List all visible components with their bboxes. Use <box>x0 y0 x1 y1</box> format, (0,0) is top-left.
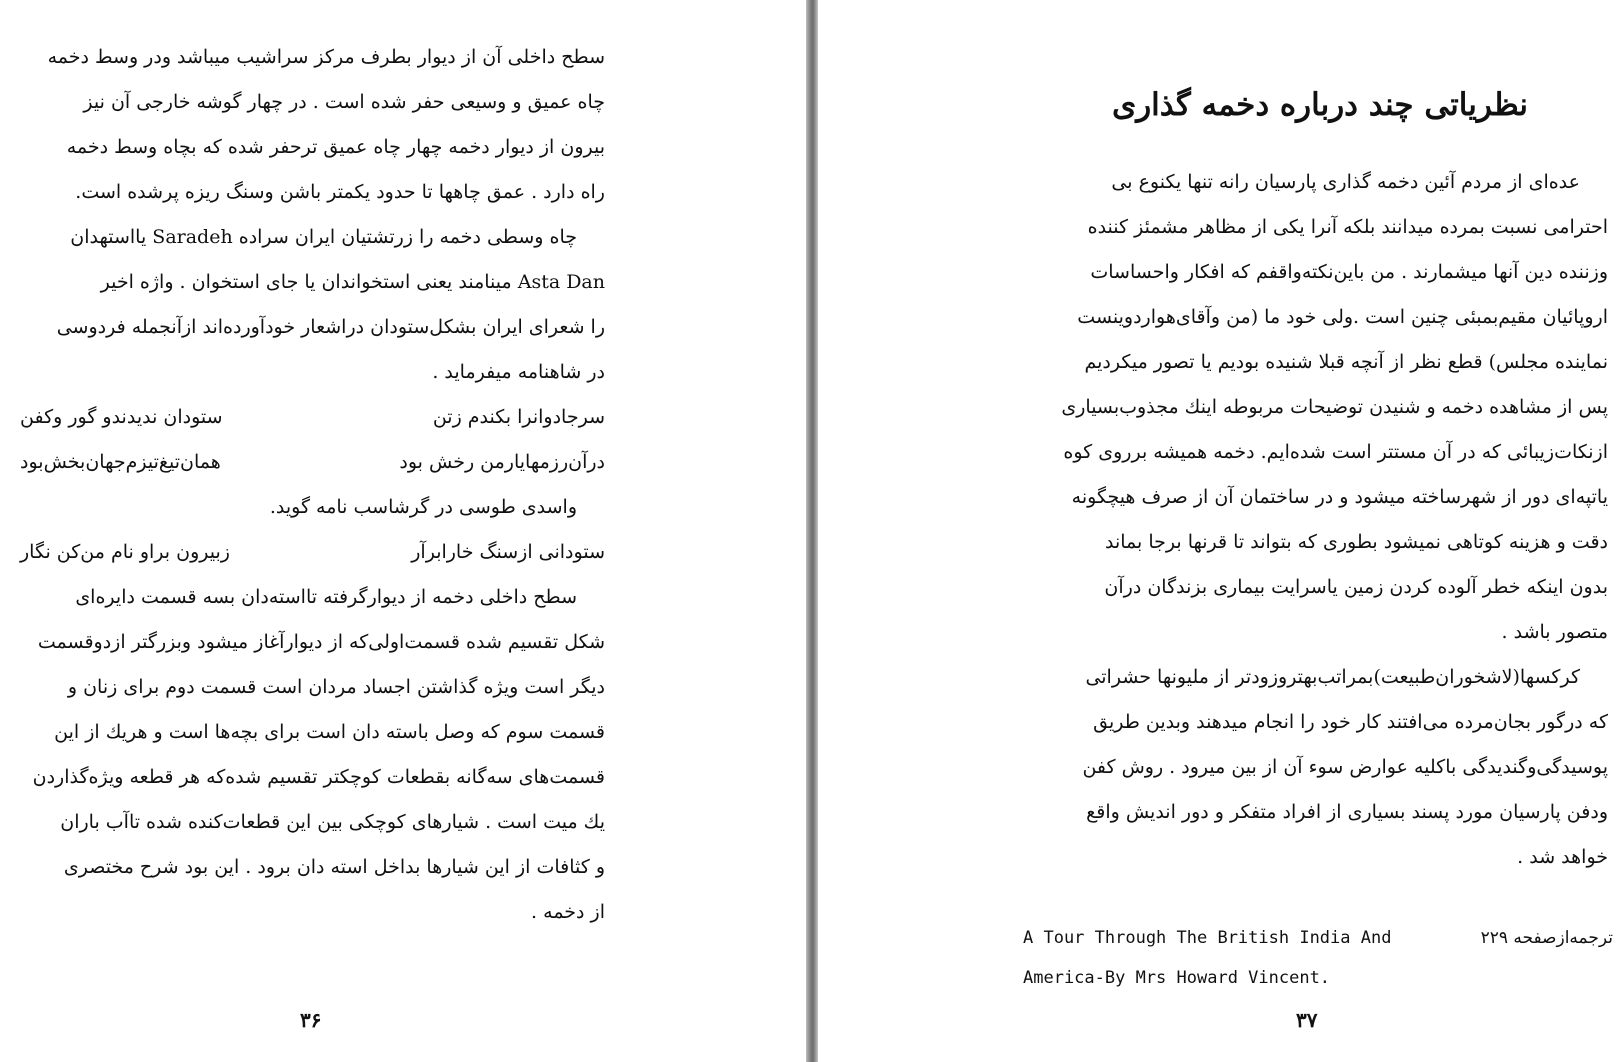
verse-hemistich-right: سرجادوانرا بکندم زتن <box>432 406 605 428</box>
text-line: که درگور بجان‌مرده می‌افتند کار خود را انجام میدهند وبدین طریق <box>1093 711 1608 733</box>
verse-hemistich-left: همان‌تیغ‌تیزم‌جهان‌بخش‌بود <box>20 451 221 473</box>
verse-hemistich-right: ستودانی ازسنگ خارابرآر <box>411 541 605 563</box>
text-line: و کثافات از این شیارها بداخل استه دان برود . این بود شرح مختصری <box>63 856 605 878</box>
verse-hemistich-left: زبیرون براو نام من‌کن نگار <box>20 541 230 563</box>
book-gutter <box>806 0 818 1062</box>
text-line: در شاهنامه میفرماید . <box>432 361 605 383</box>
text-line: شکل تقسیم شده قسمت‌اولی‌که از دیوارآغاز میشود وبزرگتر ازدوقسمت <box>37 631 605 653</box>
text-line: نماینده مجلس) قطع نظر از آنچه قبلا شنیده بودیم یا تصور میکردیم <box>1084 351 1608 373</box>
text-line: احترامی نسبت بمرده میدانند بلکه آنرا یکی از مظاهر مشمئز کننده <box>1087 216 1608 238</box>
text-line: را شعرای ایران بشکل‌ستودان دراشعار خودآورده‌اند ازآنجمله فردوسی <box>56 316 605 338</box>
poem-verse <box>20 395 605 440</box>
citation-english-author: America-By Mrs Howard Vincent. <box>1023 968 1331 988</box>
text-line: دیگر است ویژه گذاشتن اجساد مردان است قسمت دوم برای زنان و <box>67 676 605 698</box>
chapter-title: نظریاتی چند درباره دخمه گذاری <box>1111 87 1529 123</box>
verse-hemistich-left: ستودان ندیدندو گور وکفن <box>20 406 223 428</box>
text-line: اروپائیان مقیم‌بمبئی چنین است .ولی خود ما (من وآقای‌هواردوینست <box>1077 306 1608 328</box>
text-line: بدون اینکه خطر آلوده کردن زمین یاسرایت بیماری بزندگان درآن <box>1104 576 1608 598</box>
text-line: سطح داخلی دخمه از دیوارگرفته تااسته‌دان بسه قسمت دایره‌ای <box>75 586 577 608</box>
citation-line <box>1023 958 1613 998</box>
text-line: از دخمه . <box>531 901 605 923</box>
text-line: بیرون از دیوار دخمه چهار چاه عمیق ترحفر شده که بچاه وسط دخمه <box>66 136 605 158</box>
text-line: کرکسها(لاشخوران‌طبیعت)بمراتب‌بهتروزودتر از ملیونها حشراتی <box>1085 666 1580 688</box>
page-number-right: ۳۷ <box>1296 1008 1318 1032</box>
text-line: یاتپه‌ای دور از شهرساخته میشود و در ساختمان آن از صرف هیچگونه <box>1071 486 1608 508</box>
text-line: واسدی طوسی در گرشاسب نامه گوید. <box>269 496 577 518</box>
text-line: پوسیدگی‌وگندیدگی باکلیه عوارض سوء آن از بین میرود . روش کفن <box>1082 756 1608 778</box>
poem-verse <box>20 530 605 575</box>
text-line: چاه وسطی دخمه را زرتشتیان ایران سراده Saradeh یااستهدان <box>70 226 577 248</box>
citation-line <box>1023 918 1613 958</box>
text-line: ودفن پارسیان مورد پسند بسیاری از افراد متفکر و دور اندیش واقع <box>1086 801 1608 823</box>
text-line: راه دارد . عمق چاهها تا حدود یکمتر باشن وسنگ ریزه پرشده است. <box>75 181 605 203</box>
verse-hemistich-right: درآن‌رزمهایارمن رخش بود <box>399 451 605 473</box>
citation-persian-prefix: ترجمه‌ازصفحه ۲۲۹ <box>1480 928 1613 948</box>
text-line: متصور باشد . <box>1501 621 1608 643</box>
text-line: چاه عمیق و وسیعی حفر شده است . در چهار گوشه خارجی آن نیز <box>83 91 605 113</box>
text-line: یك میت است . شیارهای کوچکی بین این قطعات‌کنده شده تاآب باران <box>60 811 605 833</box>
text-line: ازنکات‌زیبائی که در آن مستتر است شده‌ایم. دخمه همیشه برروی کوه <box>1063 441 1608 463</box>
page-number-left: ۳۶ <box>300 1008 322 1032</box>
left-page-body <box>20 35 605 935</box>
citation-english-title: A Tour Through The British India And <box>1023 928 1392 948</box>
poem-verse <box>20 440 605 485</box>
text-line: سطح داخلی آن از دیوار بطرف مرکز سراشیب میباشد ودر وسط دخمه <box>47 46 605 68</box>
text-line: قسمت سوم که وصل باسته دان است برای بچه‌ها است و هریك از این <box>54 721 605 743</box>
text-line: پس از مشاهده دخمه و شنیدن توضیحات مربوطه اینك مجذوب‌بسیاری <box>1061 396 1608 418</box>
text-line: وزننده دین آنها میشمارند . من باین‌نکته‌واقفم که افکار واحساسات <box>1090 261 1608 283</box>
text-line: Asta Dan مینامند یعنی استخواندان یا جای استخوان . واژه اخیر <box>100 271 605 293</box>
right-page-body <box>1023 160 1608 880</box>
text-line: خواهد شد . <box>1517 846 1608 868</box>
source-citation <box>1023 918 1613 998</box>
text-line: عده‌ای از مردم آئین دخمه گذاری پارسیان رانه تنها یکنوع بی <box>1111 171 1580 193</box>
text-line: قسمت‌های سه‌گانه بقطعات کوچکتر تقسیم شده‌که هر قطعه ویژه‌گذاردن <box>32 766 605 788</box>
text-line: دقت و هزینه کوتاهی نمیشود بطوری که بتواند تا قرنها برجا بماند <box>1105 531 1608 553</box>
